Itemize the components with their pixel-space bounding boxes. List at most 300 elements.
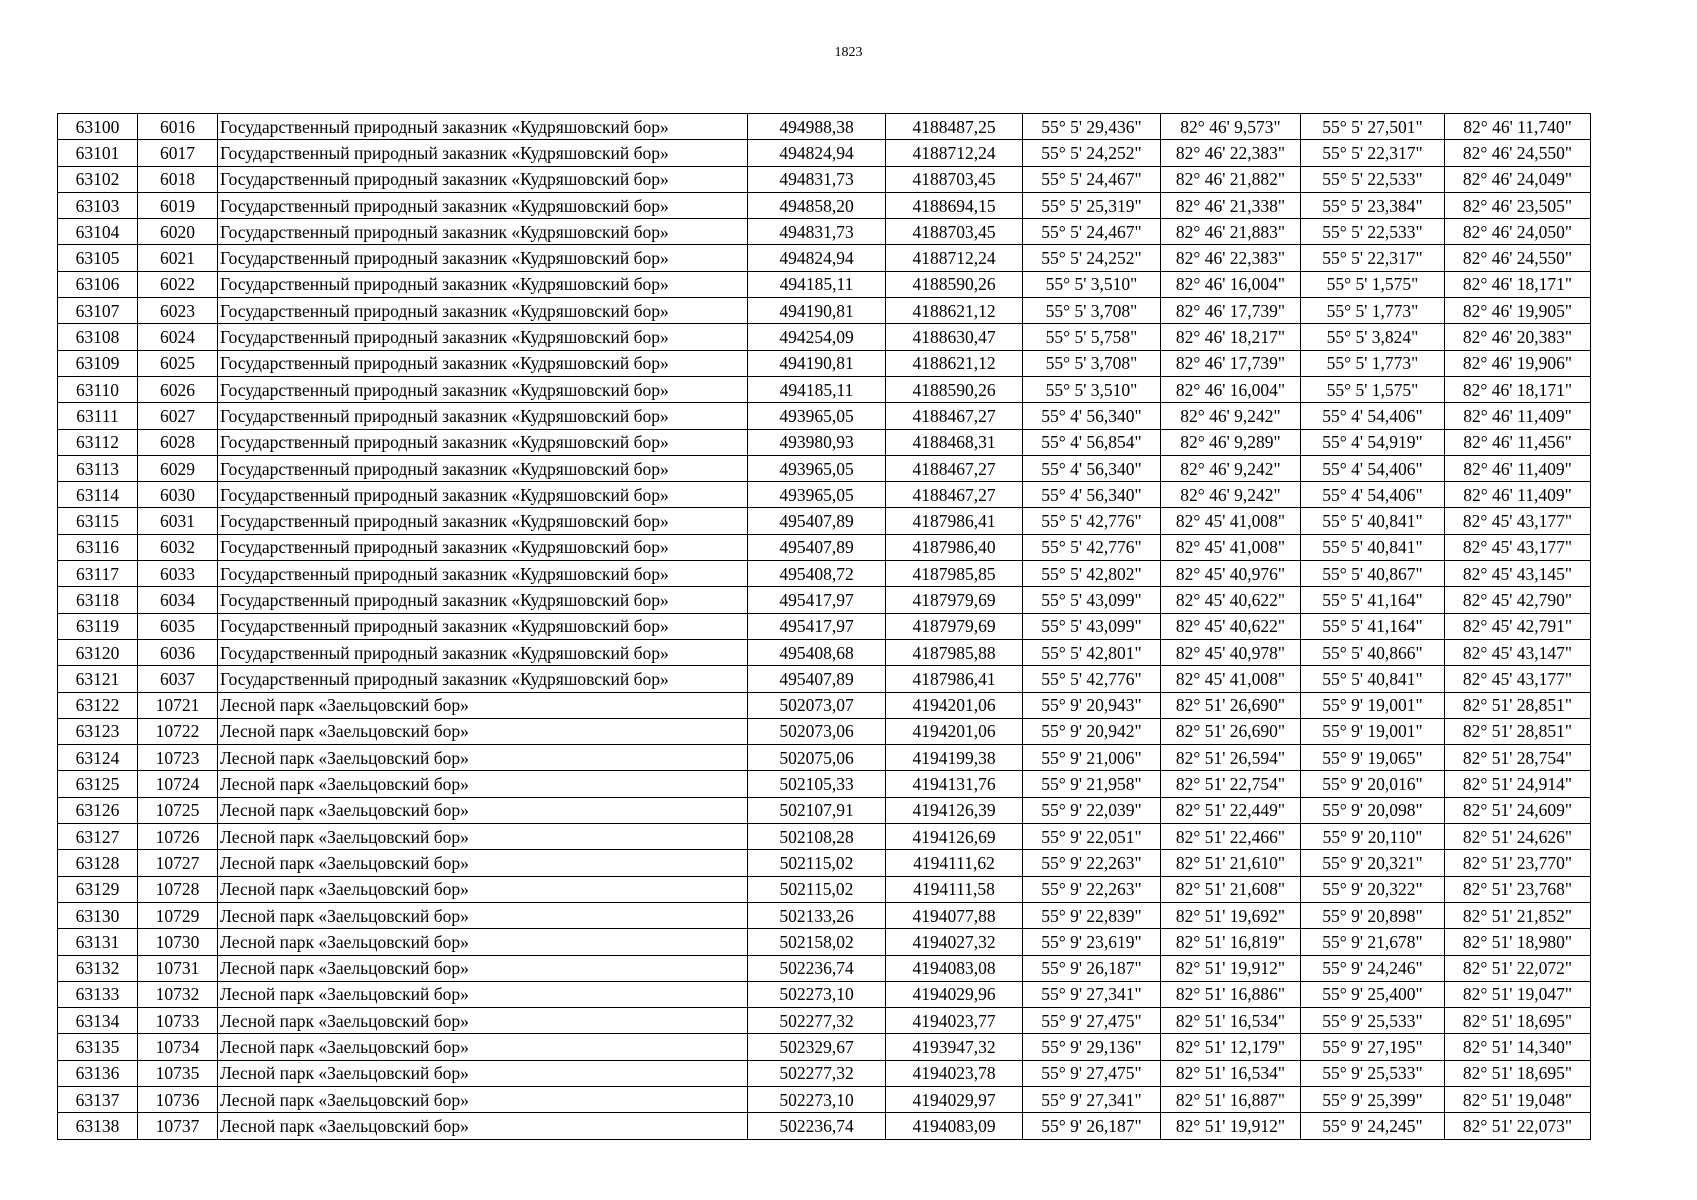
- latitude-2-cell: 55° 5' 41,164": [1301, 587, 1445, 613]
- latitude-1-cell: 55° 9' 20,942": [1023, 718, 1161, 744]
- object-id-cell: 6019: [138, 192, 218, 218]
- table-row: [58, 271, 1591, 297]
- object-name-cell: Государственный природный заказник «Кудряшовский бор»: [218, 639, 748, 665]
- x-coordinate-cell: 494831,73: [748, 166, 886, 192]
- latitude-1-cell: 55° 9' 26,187": [1023, 1113, 1161, 1139]
- latitude-2-cell: 55° 9' 20,016": [1301, 771, 1445, 797]
- object-id-cell: 6036: [138, 639, 218, 665]
- table-row: [58, 1034, 1591, 1060]
- y-coordinate-cell: 4187986,41: [886, 508, 1023, 534]
- table-body: [58, 114, 1591, 1140]
- table-row: [58, 455, 1591, 481]
- latitude-1-cell: 55° 5' 42,776": [1023, 534, 1161, 560]
- object-id-cell: 10729: [138, 902, 218, 928]
- longitude-2-cell: 82° 45' 43,145": [1445, 561, 1591, 587]
- y-coordinate-cell: 4194083,09: [886, 1113, 1023, 1139]
- table-row: [58, 561, 1591, 587]
- latitude-1-cell: 55° 5' 3,708": [1023, 298, 1161, 324]
- latitude-2-cell: 55° 9' 25,533": [1301, 1008, 1445, 1034]
- object-id-cell: 10731: [138, 955, 218, 981]
- y-coordinate-cell: 4188468,31: [886, 429, 1023, 455]
- y-coordinate-cell: 4188703,45: [886, 219, 1023, 245]
- object-id-cell: 6016: [138, 114, 218, 140]
- y-coordinate-cell: 4188467,27: [886, 403, 1023, 429]
- latitude-2-cell: 55° 9' 25,400": [1301, 981, 1445, 1007]
- latitude-1-cell: 55° 5' 3,510": [1023, 376, 1161, 402]
- latitude-1-cell: 55° 9' 20,943": [1023, 692, 1161, 718]
- y-coordinate-cell: 4188694,15: [886, 192, 1023, 218]
- table-row: [58, 192, 1591, 218]
- longitude-1-cell: 82° 51' 16,887": [1161, 1086, 1301, 1112]
- row-number-cell: 63108: [58, 324, 138, 350]
- object-id-cell: 10728: [138, 876, 218, 902]
- longitude-1-cell: 82° 51' 21,610": [1161, 850, 1301, 876]
- table-row: [58, 245, 1591, 271]
- latitude-2-cell: 55° 5' 40,867": [1301, 561, 1445, 587]
- object-name-cell: Государственный природный заказник «Кудряшовский бор»: [218, 666, 748, 692]
- object-id-cell: 6032: [138, 534, 218, 560]
- longitude-2-cell: 82° 45' 42,791": [1445, 613, 1591, 639]
- table-row: [58, 298, 1591, 324]
- latitude-2-cell: 55° 9' 19,065": [1301, 745, 1445, 771]
- longitude-2-cell: 82° 46' 18,171": [1445, 376, 1591, 402]
- object-id-cell: 10730: [138, 929, 218, 955]
- object-name-cell: Лесной парк «Заельцовский бор»: [218, 745, 748, 771]
- y-coordinate-cell: 4194027,32: [886, 929, 1023, 955]
- object-name-cell: Государственный природный заказник «Кудряшовский бор»: [218, 482, 748, 508]
- row-number-cell: 63113: [58, 455, 138, 481]
- x-coordinate-cell: 494988,38: [748, 114, 886, 140]
- object-id-cell: 6035: [138, 613, 218, 639]
- latitude-1-cell: 55° 5' 24,467": [1023, 166, 1161, 192]
- object-id-cell: 10725: [138, 797, 218, 823]
- object-id-cell: 6037: [138, 666, 218, 692]
- longitude-1-cell: 82° 45' 41,008": [1161, 534, 1301, 560]
- longitude-2-cell: 82° 51' 22,073": [1445, 1113, 1591, 1139]
- latitude-2-cell: 55° 5' 40,841": [1301, 666, 1445, 692]
- x-coordinate-cell: 502158,02: [748, 929, 886, 955]
- longitude-1-cell: 82° 51' 16,534": [1161, 1008, 1301, 1034]
- longitude-2-cell: 82° 46' 24,050": [1445, 219, 1591, 245]
- latitude-2-cell: 55° 5' 23,384": [1301, 192, 1445, 218]
- object-id-cell: 10735: [138, 1060, 218, 1086]
- coordinates-table: [57, 113, 1591, 1140]
- object-name-cell: Лесной парк «Заельцовский бор»: [218, 1086, 748, 1112]
- x-coordinate-cell: 502073,07: [748, 692, 886, 718]
- latitude-2-cell: 55° 9' 20,110": [1301, 824, 1445, 850]
- row-number-cell: 63119: [58, 613, 138, 639]
- table-row: [58, 745, 1591, 771]
- row-number-cell: 63101: [58, 140, 138, 166]
- y-coordinate-cell: 4194126,69: [886, 824, 1023, 850]
- y-coordinate-cell: 4194077,88: [886, 902, 1023, 928]
- y-coordinate-cell: 4194111,58: [886, 876, 1023, 902]
- latitude-1-cell: 55° 5' 5,758": [1023, 324, 1161, 350]
- row-number-cell: 63138: [58, 1113, 138, 1139]
- object-id-cell: 10723: [138, 745, 218, 771]
- object-name-cell: Государственный природный заказник «Кудряшовский бор»: [218, 429, 748, 455]
- latitude-1-cell: 55° 9' 27,475": [1023, 1008, 1161, 1034]
- longitude-1-cell: 82° 46' 9,289": [1161, 429, 1301, 455]
- longitude-1-cell: 82° 51' 19,692": [1161, 902, 1301, 928]
- row-number-cell: 63125: [58, 771, 138, 797]
- latitude-1-cell: 55° 5' 24,252": [1023, 140, 1161, 166]
- table-row: [58, 955, 1591, 981]
- x-coordinate-cell: 495408,68: [748, 639, 886, 665]
- row-number-cell: 63124: [58, 745, 138, 771]
- x-coordinate-cell: 502075,06: [748, 745, 886, 771]
- x-coordinate-cell: 495407,89: [748, 508, 886, 534]
- latitude-2-cell: 55° 5' 1,575": [1301, 376, 1445, 402]
- latitude-2-cell: 55° 9' 27,195": [1301, 1034, 1445, 1060]
- x-coordinate-cell: 502073,06: [748, 718, 886, 744]
- object-name-cell: Государственный природный заказник «Кудряшовский бор»: [218, 455, 748, 481]
- latitude-2-cell: 55° 5' 3,824": [1301, 324, 1445, 350]
- object-id-cell: 10733: [138, 1008, 218, 1034]
- object-id-cell: 6028: [138, 429, 218, 455]
- longitude-1-cell: 82° 51' 26,690": [1161, 692, 1301, 718]
- row-number-cell: 63118: [58, 587, 138, 613]
- latitude-1-cell: 55° 9' 29,136": [1023, 1034, 1161, 1060]
- object-name-cell: Государственный природный заказник «Кудряшовский бор»: [218, 324, 748, 350]
- x-coordinate-cell: 502133,26: [748, 902, 886, 928]
- x-coordinate-cell: 493980,93: [748, 429, 886, 455]
- x-coordinate-cell: 495407,89: [748, 666, 886, 692]
- table-row: [58, 324, 1591, 350]
- x-coordinate-cell: 502236,74: [748, 1113, 886, 1139]
- object-id-cell: 6020: [138, 219, 218, 245]
- object-name-cell: Лесной парк «Заельцовский бор»: [218, 1113, 748, 1139]
- object-name-cell: Государственный природный заказник «Кудряшовский бор»: [218, 245, 748, 271]
- longitude-2-cell: 82° 46' 19,905": [1445, 298, 1591, 324]
- longitude-1-cell: 82° 45' 40,976": [1161, 561, 1301, 587]
- row-number-cell: 63114: [58, 482, 138, 508]
- y-coordinate-cell: 4194126,39: [886, 797, 1023, 823]
- object-name-cell: Лесной парк «Заельцовский бор»: [218, 1034, 748, 1060]
- row-number-cell: 63121: [58, 666, 138, 692]
- object-id-cell: 10722: [138, 718, 218, 744]
- longitude-2-cell: 82° 51' 19,048": [1445, 1086, 1591, 1112]
- latitude-2-cell: 55° 9' 19,001": [1301, 718, 1445, 744]
- longitude-2-cell: 82° 51' 21,852": [1445, 902, 1591, 928]
- latitude-1-cell: 55° 4' 56,340": [1023, 482, 1161, 508]
- longitude-2-cell: 82° 46' 24,049": [1445, 166, 1591, 192]
- latitude-2-cell: 55° 9' 21,678": [1301, 929, 1445, 955]
- object-name-cell: Лесной парк «Заельцовский бор»: [218, 692, 748, 718]
- longitude-2-cell: 82° 51' 18,695": [1445, 1060, 1591, 1086]
- y-coordinate-cell: 4194201,06: [886, 692, 1023, 718]
- object-name-cell: Государственный природный заказник «Кудряшовский бор»: [218, 298, 748, 324]
- longitude-1-cell: 82° 51' 22,466": [1161, 824, 1301, 850]
- object-id-cell: 6031: [138, 508, 218, 534]
- longitude-2-cell: 82° 51' 28,851": [1445, 692, 1591, 718]
- row-number-cell: 63132: [58, 955, 138, 981]
- table-row: [58, 692, 1591, 718]
- y-coordinate-cell: 4188703,45: [886, 166, 1023, 192]
- y-coordinate-cell: 4187986,40: [886, 534, 1023, 560]
- object-name-cell: Лесной парк «Заельцовский бор»: [218, 1008, 748, 1034]
- latitude-1-cell: 55° 5' 25,319": [1023, 192, 1161, 218]
- latitude-2-cell: 55° 4' 54,406": [1301, 403, 1445, 429]
- object-name-cell: Лесной парк «Заельцовский бор»: [218, 797, 748, 823]
- object-name-cell: Государственный природный заказник «Кудряшовский бор»: [218, 114, 748, 140]
- table-row: [58, 403, 1591, 429]
- latitude-1-cell: 55° 5' 42,801": [1023, 639, 1161, 665]
- row-number-cell: 63129: [58, 876, 138, 902]
- y-coordinate-cell: 4188630,47: [886, 324, 1023, 350]
- row-number-cell: 63103: [58, 192, 138, 218]
- x-coordinate-cell: 495417,97: [748, 587, 886, 613]
- x-coordinate-cell: 494824,94: [748, 245, 886, 271]
- latitude-2-cell: 55° 9' 24,245": [1301, 1113, 1445, 1139]
- object-id-cell: 6023: [138, 298, 218, 324]
- object-id-cell: 10724: [138, 771, 218, 797]
- latitude-1-cell: 55° 5' 3,708": [1023, 350, 1161, 376]
- latitude-2-cell: 55° 9' 25,533": [1301, 1060, 1445, 1086]
- latitude-1-cell: 55° 9' 22,039": [1023, 797, 1161, 823]
- object-id-cell: 6030: [138, 482, 218, 508]
- latitude-2-cell: 55° 5' 40,866": [1301, 639, 1445, 665]
- latitude-1-cell: 55° 9' 22,263": [1023, 850, 1161, 876]
- longitude-2-cell: 82° 46' 23,505": [1445, 192, 1591, 218]
- object-name-cell: Государственный природный заказник «Кудряшовский бор»: [218, 192, 748, 218]
- row-number-cell: 63112: [58, 429, 138, 455]
- latitude-2-cell: 55° 5' 22,533": [1301, 219, 1445, 245]
- longitude-1-cell: 82° 46' 16,004": [1161, 271, 1301, 297]
- object-name-cell: Государственный природный заказник «Кудряшовский бор»: [218, 271, 748, 297]
- y-coordinate-cell: 4187985,85: [886, 561, 1023, 587]
- object-name-cell: Государственный природный заказник «Кудряшовский бор»: [218, 140, 748, 166]
- latitude-2-cell: 55° 5' 22,317": [1301, 140, 1445, 166]
- x-coordinate-cell: 495417,97: [748, 613, 886, 639]
- longitude-2-cell: 82° 51' 18,980": [1445, 929, 1591, 955]
- y-coordinate-cell: 4193947,32: [886, 1034, 1023, 1060]
- longitude-1-cell: 82° 51' 21,608": [1161, 876, 1301, 902]
- table-row: [58, 876, 1591, 902]
- row-number-cell: 63106: [58, 271, 138, 297]
- object-name-cell: Государственный природный заказник «Кудряшовский бор»: [218, 587, 748, 613]
- latitude-1-cell: 55° 9' 23,619": [1023, 929, 1161, 955]
- y-coordinate-cell: 4188712,24: [886, 140, 1023, 166]
- longitude-2-cell: 82° 51' 19,047": [1445, 981, 1591, 1007]
- table-row: [58, 482, 1591, 508]
- longitude-2-cell: 82° 51' 24,626": [1445, 824, 1591, 850]
- y-coordinate-cell: 4188590,26: [886, 376, 1023, 402]
- row-number-cell: 63135: [58, 1034, 138, 1060]
- latitude-1-cell: 55° 5' 3,510": [1023, 271, 1161, 297]
- longitude-1-cell: 82° 46' 17,739": [1161, 350, 1301, 376]
- row-number-cell: 63107: [58, 298, 138, 324]
- longitude-1-cell: 82° 46' 16,004": [1161, 376, 1301, 402]
- object-name-cell: Лесной парк «Заельцовский бор»: [218, 981, 748, 1007]
- object-name-cell: Государственный природный заказник «Кудряшовский бор»: [218, 613, 748, 639]
- latitude-2-cell: 55° 5' 27,501": [1301, 114, 1445, 140]
- longitude-2-cell: 82° 46' 18,171": [1445, 271, 1591, 297]
- table-row: [58, 1113, 1591, 1139]
- table-row: [58, 587, 1591, 613]
- longitude-1-cell: 82° 51' 16,819": [1161, 929, 1301, 955]
- y-coordinate-cell: 4194201,06: [886, 718, 1023, 744]
- x-coordinate-cell: 502277,32: [748, 1008, 886, 1034]
- x-coordinate-cell: 495408,72: [748, 561, 886, 587]
- latitude-2-cell: 55° 9' 20,098": [1301, 797, 1445, 823]
- row-number-cell: 63109: [58, 350, 138, 376]
- row-number-cell: 63117: [58, 561, 138, 587]
- latitude-1-cell: 55° 4' 56,854": [1023, 429, 1161, 455]
- row-number-cell: 63127: [58, 824, 138, 850]
- longitude-2-cell: 82° 45' 43,177": [1445, 508, 1591, 534]
- latitude-1-cell: 55° 4' 56,340": [1023, 455, 1161, 481]
- row-number-cell: 63128: [58, 850, 138, 876]
- latitude-2-cell: 55° 9' 19,001": [1301, 692, 1445, 718]
- longitude-1-cell: 82° 45' 41,008": [1161, 666, 1301, 692]
- row-number-cell: 63133: [58, 981, 138, 1007]
- row-number-cell: 63123: [58, 718, 138, 744]
- row-number-cell: 63130: [58, 902, 138, 928]
- longitude-1-cell: 82° 45' 41,008": [1161, 508, 1301, 534]
- longitude-2-cell: 82° 51' 22,072": [1445, 955, 1591, 981]
- latitude-1-cell: 55° 4' 56,340": [1023, 403, 1161, 429]
- row-number-cell: 63120: [58, 639, 138, 665]
- longitude-1-cell: 82° 46' 22,383": [1161, 140, 1301, 166]
- latitude-1-cell: 55° 5' 42,776": [1023, 666, 1161, 692]
- longitude-2-cell: 82° 45' 43,177": [1445, 666, 1591, 692]
- longitude-2-cell: 82° 45' 42,790": [1445, 587, 1591, 613]
- longitude-1-cell: 82° 46' 9,242": [1161, 403, 1301, 429]
- object-name-cell: Государственный природный заказник «Кудряшовский бор»: [218, 403, 748, 429]
- latitude-2-cell: 55° 4' 54,919": [1301, 429, 1445, 455]
- y-coordinate-cell: 4194131,76: [886, 771, 1023, 797]
- latitude-1-cell: 55° 9' 27,341": [1023, 981, 1161, 1007]
- longitude-1-cell: 82° 45' 40,622": [1161, 587, 1301, 613]
- table-row: [58, 771, 1591, 797]
- latitude-1-cell: 55° 9' 27,475": [1023, 1060, 1161, 1086]
- longitude-2-cell: 82° 51' 24,609": [1445, 797, 1591, 823]
- x-coordinate-cell: 494185,11: [748, 376, 886, 402]
- table-row: [58, 824, 1591, 850]
- object-name-cell: Лесной парк «Заельцовский бор»: [218, 955, 748, 981]
- latitude-1-cell: 55° 9' 27,341": [1023, 1086, 1161, 1112]
- latitude-2-cell: 55° 4' 54,406": [1301, 455, 1445, 481]
- row-number-cell: 63116: [58, 534, 138, 560]
- longitude-2-cell: 82° 46' 11,409": [1445, 482, 1591, 508]
- latitude-1-cell: 55° 9' 21,958": [1023, 771, 1161, 797]
- x-coordinate-cell: 502236,74: [748, 955, 886, 981]
- object-id-cell: 10737: [138, 1113, 218, 1139]
- latitude-2-cell: 55° 5' 40,841": [1301, 534, 1445, 560]
- object-id-cell: 6021: [138, 245, 218, 271]
- longitude-1-cell: 82° 46' 21,883": [1161, 219, 1301, 245]
- longitude-1-cell: 82° 46' 21,882": [1161, 166, 1301, 192]
- object-id-cell: 6034: [138, 587, 218, 613]
- table-row: [58, 1008, 1591, 1034]
- object-name-cell: Лесной парк «Заельцовский бор»: [218, 824, 748, 850]
- longitude-2-cell: 82° 45' 43,147": [1445, 639, 1591, 665]
- latitude-2-cell: 55° 9' 20,898": [1301, 902, 1445, 928]
- x-coordinate-cell: 494831,73: [748, 219, 886, 245]
- latitude-1-cell: 55° 5' 42,776": [1023, 508, 1161, 534]
- object-name-cell: Лесной парк «Заельцовский бор»: [218, 902, 748, 928]
- longitude-1-cell: 82° 51' 19,912": [1161, 1113, 1301, 1139]
- longitude-1-cell: 82° 46' 9,242": [1161, 455, 1301, 481]
- longitude-2-cell: 82° 46' 11,456": [1445, 429, 1591, 455]
- x-coordinate-cell: 502105,33: [748, 771, 886, 797]
- table-row: [58, 902, 1591, 928]
- latitude-1-cell: 55° 5' 43,099": [1023, 613, 1161, 639]
- object-id-cell: 6022: [138, 271, 218, 297]
- table-row: [58, 376, 1591, 402]
- y-coordinate-cell: 4187979,69: [886, 613, 1023, 639]
- table-row: [58, 114, 1591, 140]
- row-number-cell: 63131: [58, 929, 138, 955]
- x-coordinate-cell: 495407,89: [748, 534, 886, 560]
- page-number: 1823: [834, 45, 863, 60]
- longitude-1-cell: 82° 51' 22,449": [1161, 797, 1301, 823]
- object-name-cell: Государственный природный заказник «Кудряшовский бор»: [218, 534, 748, 560]
- table-row: [58, 350, 1591, 376]
- y-coordinate-cell: 4187986,41: [886, 666, 1023, 692]
- longitude-1-cell: 82° 51' 26,690": [1161, 718, 1301, 744]
- latitude-1-cell: 55° 5' 43,099": [1023, 587, 1161, 613]
- table-row: [58, 534, 1591, 560]
- object-name-cell: Лесной парк «Заельцовский бор»: [218, 876, 748, 902]
- y-coordinate-cell: 4188590,26: [886, 271, 1023, 297]
- object-id-cell: 6026: [138, 376, 218, 402]
- x-coordinate-cell: 502329,67: [748, 1034, 886, 1060]
- latitude-2-cell: 55° 9' 24,246": [1301, 955, 1445, 981]
- y-coordinate-cell: 4188487,25: [886, 114, 1023, 140]
- table-row: [58, 929, 1591, 955]
- x-coordinate-cell: 502277,32: [748, 1060, 886, 1086]
- object-name-cell: Государственный природный заказник «Кудряшовский бор»: [218, 508, 748, 534]
- object-name-cell: Лесной парк «Заельцовский бор»: [218, 1060, 748, 1086]
- longitude-1-cell: 82° 45' 40,978": [1161, 639, 1301, 665]
- object-name-cell: Лесной парк «Заельцовский бор»: [218, 718, 748, 744]
- object-id-cell: 6033: [138, 561, 218, 587]
- latitude-2-cell: 55° 5' 41,164": [1301, 613, 1445, 639]
- longitude-1-cell: 82° 46' 18,217": [1161, 324, 1301, 350]
- longitude-2-cell: 82° 45' 43,177": [1445, 534, 1591, 560]
- longitude-2-cell: 82° 46' 24,550": [1445, 245, 1591, 271]
- object-id-cell: 6018: [138, 166, 218, 192]
- object-id-cell: 10736: [138, 1086, 218, 1112]
- x-coordinate-cell: 502115,02: [748, 850, 886, 876]
- latitude-2-cell: 55° 5' 22,533": [1301, 166, 1445, 192]
- object-name-cell: Лесной парк «Заельцовский бор»: [218, 929, 748, 955]
- y-coordinate-cell: 4194023,78: [886, 1060, 1023, 1086]
- table-row: [58, 718, 1591, 744]
- object-id-cell: 10721: [138, 692, 218, 718]
- row-number-cell: 63102: [58, 166, 138, 192]
- longitude-1-cell: 82° 46' 17,739": [1161, 298, 1301, 324]
- longitude-2-cell: 82° 51' 28,851": [1445, 718, 1591, 744]
- longitude-2-cell: 82° 46' 19,906": [1445, 350, 1591, 376]
- object-id-cell: 10727: [138, 850, 218, 876]
- y-coordinate-cell: 4194199,38: [886, 745, 1023, 771]
- table-row: [58, 639, 1591, 665]
- latitude-2-cell: 55° 5' 1,575": [1301, 271, 1445, 297]
- longitude-2-cell: 82° 46' 24,550": [1445, 140, 1591, 166]
- latitude-2-cell: 55° 5' 1,773": [1301, 350, 1445, 376]
- latitude-2-cell: 55° 5' 22,317": [1301, 245, 1445, 271]
- table-row: [58, 613, 1591, 639]
- latitude-1-cell: 55° 5' 24,252": [1023, 245, 1161, 271]
- latitude-1-cell: 55° 9' 21,006": [1023, 745, 1161, 771]
- table-row: [58, 666, 1591, 692]
- latitude-1-cell: 55° 9' 26,187": [1023, 955, 1161, 981]
- table-row: [58, 508, 1591, 534]
- longitude-2-cell: 82° 51' 23,768": [1445, 876, 1591, 902]
